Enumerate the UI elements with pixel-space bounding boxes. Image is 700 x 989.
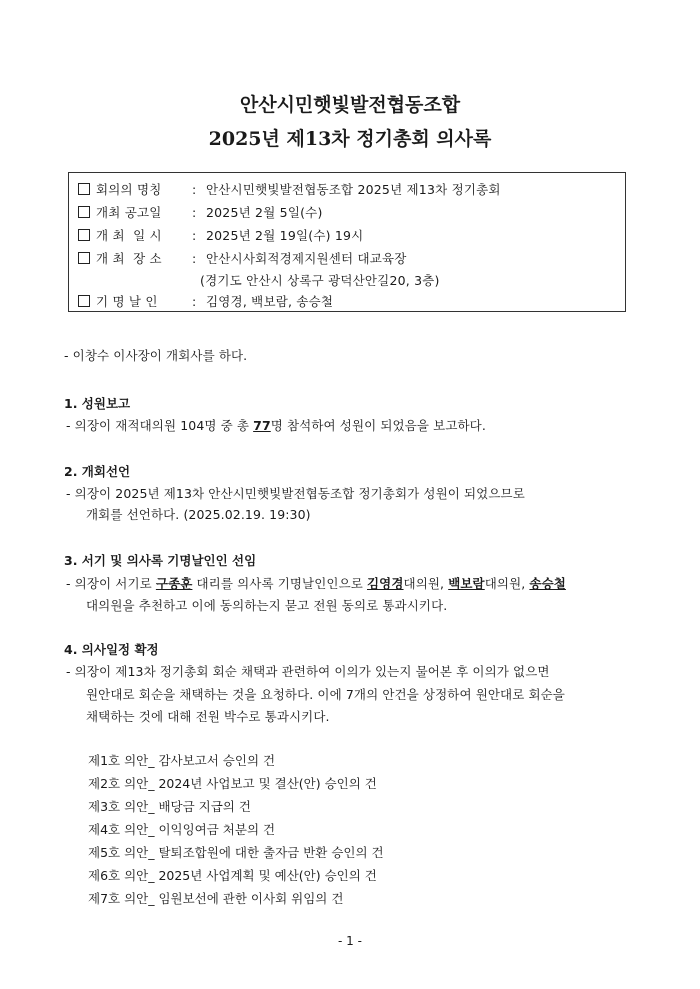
info-value: 김영경, 백보람, 송승철: [206, 294, 334, 309]
secretary-name: 구종훈: [155, 576, 193, 591]
section-4-line-3: 채택하는 것에 대해 전원 박수로 통과시키다.: [86, 709, 330, 724]
page-number: - 1 -: [338, 934, 362, 948]
section-4-line-1: - 의장이 제13차 정기총회 회순 채택과 관련하여 이의가 있는지 물어본 후 이의가 없으면: [66, 664, 550, 679]
info-value: (경기도 안산시 상록구 광덕산안길20, 3층): [200, 273, 440, 288]
info-value: 안산시사회적경제지원센터 대교육장: [206, 251, 407, 266]
text-part: 대의원,: [403, 576, 449, 591]
text-part: - 의장이 재적대의원 104명 중 총: [66, 418, 254, 433]
info-value: 안산시민햇빛발전협동조합 2025년 제13차 정기총회: [206, 182, 501, 197]
agenda-item: 제7호 의안_ 임원보선에 관한 이사회 위임의 건: [88, 891, 344, 906]
info-row-signatories: 기 명 날 인 : 김영경, 백보람, 송승철: [78, 292, 333, 310]
info-label: 개 최 일 시: [96, 228, 162, 243]
checkbox-icon: [78, 206, 90, 218]
section-2-line-2: 개회를 선언하다. (2025.02.19. 19:30): [86, 507, 311, 522]
checkbox-icon: [78, 252, 90, 264]
text-part: - 의장이 서기로: [66, 576, 156, 591]
opening-remark: - 이창수 이사장이 개회사를 하다.: [64, 348, 248, 363]
text-part: 대리를 의사록 기명날인인으로: [192, 576, 367, 591]
agenda-item: 제5호 의안_ 탈퇴조합원에 대한 출자금 반환 승인의 건: [88, 845, 384, 860]
checkbox-icon: [78, 295, 90, 307]
agenda-item: 제3호 의안_ 배당금 지급의 건: [88, 799, 251, 814]
text-part: 대의원,: [484, 576, 530, 591]
info-value: 2025년 2월 5일(수): [206, 205, 323, 220]
info-row-meeting-name: 회의의 명칭 : 안산시민햇빛발전협동조합 2025년 제13차 정기총회: [78, 180, 501, 198]
info-label: 개최 공고일: [96, 205, 162, 220]
section-3-line-1: [66, 574, 566, 592]
section-4-heading: 4. 의사일정 확정: [64, 642, 159, 657]
agenda-item: 제2호 의안_ 2024년 사업보고 및 결산(안) 승인의 건: [88, 776, 377, 791]
agenda-item: 제4호 의안_ 이익잉여금 처분의 건: [88, 822, 276, 837]
text-part: 명 참석하여 성원이 되었음을 보고하다.: [270, 418, 486, 433]
signatory-name: 김영경: [367, 576, 404, 591]
info-label: 기 명 날 인: [96, 294, 158, 309]
info-row-venue-address: [200, 271, 440, 289]
info-row-datetime: 개 최 일 시 : 2025년 2월 19일(수) 19시: [78, 226, 363, 244]
info-row-venue: 개 최 장 소 : 안산시사회적경제지원센터 대교육장: [78, 249, 407, 267]
info-label: 개 최 장 소: [96, 251, 162, 266]
section-2-line-1: - 의장이 2025년 제13차 안산시민햇빛발전협동조합 정기총회가 성원이 되었으므로: [66, 486, 525, 501]
info-row-notice-date: 개최 공고일 : 2025년 2월 5일(수): [78, 203, 323, 221]
meeting-info-box: [68, 172, 626, 312]
section-3-line-2: 대의원을 추천하고 이에 동의하는지 묻고 전원 동의로 통과시키다.: [86, 598, 448, 613]
signatory-name: 백보람: [448, 576, 485, 591]
agenda-item: 제6호 의안_ 2025년 사업계획 및 예산(안) 승인의 건: [88, 868, 377, 883]
section-1-text: [66, 416, 486, 434]
agenda-item: 제1호 의안_ 감사보고서 승인의 건: [88, 753, 276, 768]
document-title-meeting: 2025년 제13차 정기총회 의사록: [208, 128, 492, 150]
checkbox-icon: [78, 229, 90, 241]
section-1-heading: 1. 성원보고: [64, 396, 131, 411]
info-value: 2025년 2월 19일(수) 19시: [206, 228, 364, 243]
section-3-heading: 3. 서기 및 의사록 기명날인인 선임: [64, 553, 257, 568]
checkbox-icon: [78, 183, 90, 195]
document-title-org: 안산시민햇빛발전협동조합: [239, 94, 461, 116]
section-2-heading: 2. 개회선언: [64, 464, 131, 479]
signatory-name: 송승철: [529, 576, 566, 591]
section-4-line-2: 원안대로 회순을 채택하는 것을 요청하다. 이에 7개의 안건을 상정하여 원안대로 회순을: [86, 687, 565, 702]
attendance-count: 77: [253, 418, 271, 433]
info-label: 회의의 명칭: [96, 182, 162, 197]
